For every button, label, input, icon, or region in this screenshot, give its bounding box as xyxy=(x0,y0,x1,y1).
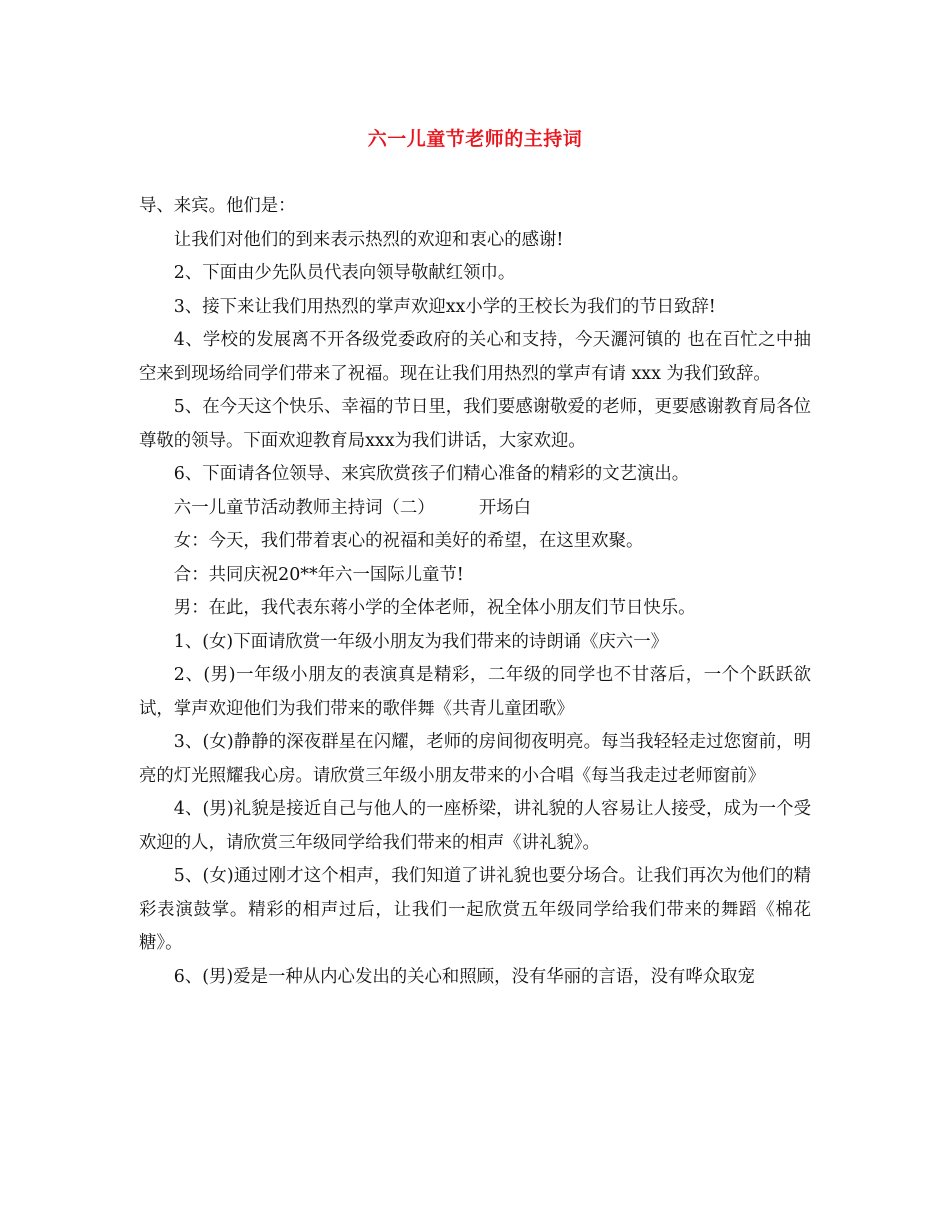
document-body xyxy=(139,190,811,994)
paragraph: 4、学校的发展离不开各级党委政府的关心和支持，今天灑河镇的 也在百忙之中抽空来到现场给同学们带来了祝福。现在让我们用热烈的掌声有请 xxx 为我们致辞。 xyxy=(139,330,811,384)
paragraph: 5、(女)通过刚才这个相声，我们知道了讲礼貌也要分场合。让我们再次为他们的精彩表演鼓掌。精彩的相声过后，让我们一起欣赏五年级同学给我们带来的舞蹈《棉花糖》。 xyxy=(139,866,811,953)
paragraph: 2、下面由少先队员代表向领导敬献红领巾。 xyxy=(173,263,516,283)
document-title: 六一儿童节老师的主持词 xyxy=(367,128,583,150)
section-heading: 六一儿童节活动教师主持词（二） 开场白 xyxy=(173,497,532,518)
paragraph: 3、接下来让我们用热烈的掌声欢迎xx小学的王校长为我们的节日致辞! xyxy=(173,296,716,317)
paragraph: 合：共同庆祝20**年六一国际儿童节! xyxy=(173,564,464,585)
paragraph: 女：今天，我们带着衷心的祝福和美好的希望，在这里欢聚。 xyxy=(173,531,644,551)
paragraph: 4、(男)礼貌是接近自己与他人的一座桥梁，讲礼貌的人容易让人接受，成为一个受欢迎的人，请欣赏三年级同学给我们带来的相声《讲礼貌》。 xyxy=(139,799,811,853)
paragraph: 导、来宾。他们是： xyxy=(139,196,296,216)
paragraph: 5、在今天这个快乐、幸福的节日里，我们要感谢敬爱的老师，更要感谢教育局各位尊敬的领导。下面欢迎教育局xxx为我们讲话，大家欢迎。 xyxy=(139,397,811,451)
paragraph: 1、(女)下面请欣赏一年级小朋友为我们带来的诗朗诵《庆六一》 xyxy=(173,631,668,652)
paragraph: 让我们对他们的到来表示热烈的欢迎和衷心的感谢! xyxy=(173,229,564,250)
paragraph: 3、(女)静静的深夜群星在闪耀，老师的房间彻夜明亮。每当我轻轻走过您窗前，明亮的灯光照耀我心房。请欣赏三年级小朋友带来的小合唱《每当我走过老师窗前》 xyxy=(139,732,811,786)
paragraph: 男：在此，我代表东蒋小学的全体老师，祝全体小朋友们节日快乐。 xyxy=(173,598,696,618)
paragraph: 2、(男)一年级小朋友的表演真是精彩，二年级的同学也不甘落后，一个个跃跃欲试，掌声欢迎他们为我们带来的歌伴舞《共青儿童团歌》 xyxy=(139,665,811,719)
paragraph: 6、(男)爱是一种从内心发出的关心和照顾，没有华丽的言语，没有哗众取宠 xyxy=(173,966,755,987)
paragraph: 6、下面请各位领导、来宾欣赏孩子们精心准备的精彩的文艺演出。 xyxy=(173,464,690,484)
